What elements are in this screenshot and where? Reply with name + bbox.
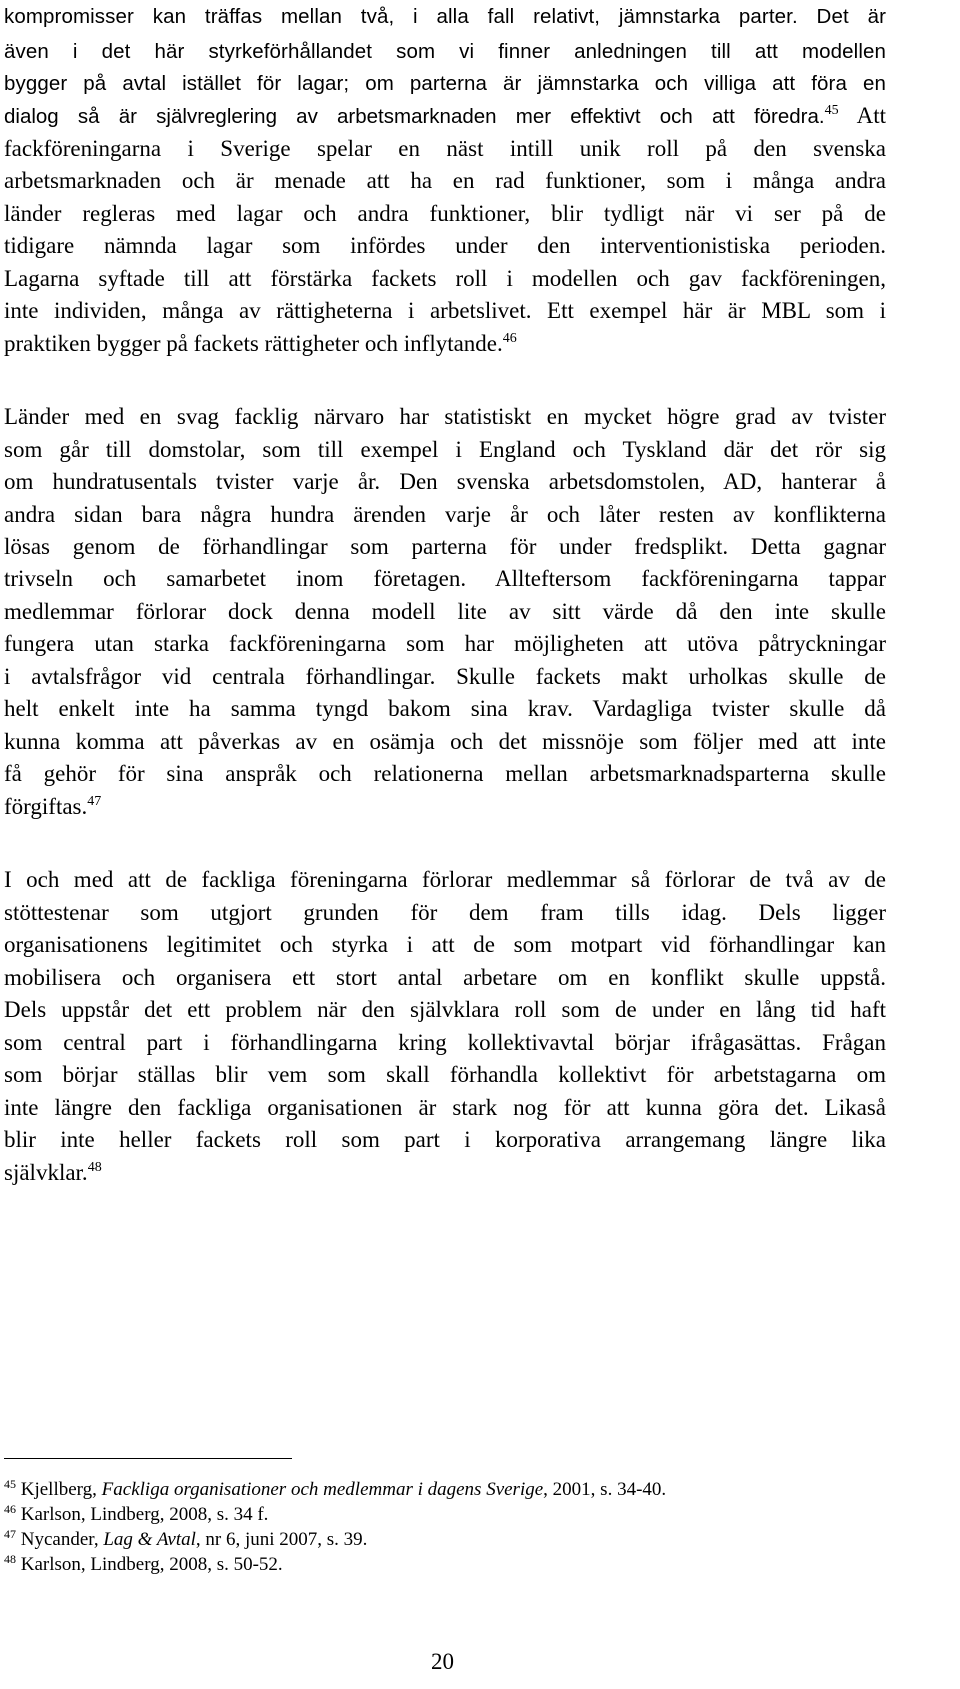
paragraph-3-line-6: som central part i förhandlingarna kring kollektivavtal börjar ifrågasättas. Frågan (4, 1030, 886, 1055)
paragraph-2-line-5: lösas genom de förhandlingar som parterna för under fredsplikt. Detta gagnar (4, 534, 886, 559)
paragraph-1-line-10: inte individen, många av rättigheterna i arbetslivet. Ett exempel här är MBL som i (4, 298, 886, 323)
paragraph-1-line-9: Lagarna syftade till att förstärka fackets roll i modellen och gav fackföreningen, (4, 266, 886, 291)
paragraph-1-line-1: kompromisser kan träffas mellan två, i alla fall relativt, jämnstarka parter. Det är (4, 5, 886, 28)
footnote-title: Lag & Avtal (103, 1529, 196, 1550)
footnote-number: 46 (4, 1502, 16, 1516)
footnote-number: 45 (4, 1477, 16, 1491)
paragraph-2-line-12: få gehör för sina anspråk och relationerna mellan arbetsmarknadsparterna skulle (4, 761, 886, 786)
paragraph-3-line-10-text: självklar. (4, 1160, 88, 1185)
paragraph-3-line-2: stöttestenar som utgjort grunden för dem fram tills idag. Dels ligger (4, 900, 886, 925)
paragraph-1-line-5: fackföreningarna i Sverige spelar en näst intill unik roll på den svenska (4, 136, 886, 161)
paragraph-1-line-4 (4, 101, 886, 130)
paragraph-2-line-6: trivseln och samarbetet inom företagen. Allteftersom fackföreningarna tappar (4, 566, 886, 591)
paragraph-2-line-10: helt enkelt inte ha samma tyngd bakom sina krav. Vardagliga tvister skulle då (4, 696, 886, 721)
footnote-number: 47 (4, 1527, 16, 1541)
paragraph-3-line-1: I och med att de fackliga föreningarna förlorar medlemmar så förlorar de två av de (4, 867, 886, 892)
paragraph-1-line-3: bygger på avtal istället för lagar; om parterna är jämnstarka och villiga att föra en (4, 72, 886, 95)
footnote-46 (4, 1503, 268, 1527)
footnote-48 (4, 1553, 283, 1577)
footnote-details: , nr 6, juni 2007, s. 39. (195, 1529, 368, 1550)
paragraph-3-line-9: blir inte heller fackets roll som part i korporativa arrangemang längre lika (4, 1127, 886, 1152)
paragraph-3-line-5: Dels uppstår det ett problem när den självklara roll som de under en lång tid haft (4, 997, 886, 1022)
footnote-author: Kjellberg, (16, 1479, 102, 1500)
paragraph-3-line-7: som börjar ställas blir vem som skall förhandla kollektivt för arbetstagarna om (4, 1062, 886, 1087)
paragraph-1-line-11-text: praktiken bygger på fackets rättigheter och inflytande. (4, 331, 503, 356)
paragraph-3-line-8: inte längre den fackliga organisationen är stark nog för att kunna göra det. Likaså (4, 1095, 886, 1120)
paragraph-1-line-7: länder regleras med lagar och andra funktioner, blir tydligt när vi ser på de (4, 201, 886, 226)
paragraph-1-line-11 (4, 329, 886, 358)
paragraph-3-line-10 (4, 1158, 886, 1187)
paragraph-2-line-2: som går till domstolar, som till exempel i England och Tyskland där det rör sig (4, 437, 886, 462)
paragraph-2-line-8: fungera utan starka fackföreningarna som har möjligheten att utöva påtryckningar (4, 631, 886, 656)
paragraph-3-line-4: mobilisera och organisera ett stort antal arbetare om en konflikt skulle uppstå. (4, 965, 886, 990)
paragraph-2-line-9: i avtalsfrågor vid centrala förhandlingar. Skulle fackets makt urholkas skulle de (4, 664, 886, 689)
footnote-separator (4, 1458, 292, 1459)
footnote-text: Karlson, Lindberg, 2008, s. 50-52. (16, 1554, 283, 1575)
paragraph-2-line-11: kunna komma att påverkas av en osämja och det missnöje som följer med att inte (4, 729, 886, 754)
paragraph-2-line-13-text: förgiftas. (4, 794, 88, 819)
footnote-author: Nycander, (16, 1529, 104, 1550)
paragraph-1-line-2: även i det här styrkeförhållandet som vi finner anledningen till att modellen (4, 40, 886, 63)
footnote-47 (4, 1528, 367, 1552)
paragraph-2-line-4: andra sidan bara några hundra ärenden varje år och låter resten av konflikterna (4, 502, 886, 527)
footnote-ref-45: 45 (824, 103, 839, 118)
paragraph-2-line-13 (4, 792, 886, 821)
paragraph-1-line-4-text: dialog så är självreglering av arbetsmarknaden mer effektivt och att föredra. (4, 105, 825, 128)
paragraph-1-line-6: arbetsmarknaden och är menade att ha en rad funktioner, som i många andra (4, 168, 886, 193)
footnote-ref-46: 46 (502, 331, 517, 346)
paragraph-2-line-1: Länder med en svag facklig närvaro har statistiskt en mycket högre grad av tvister (4, 404, 886, 429)
paragraph-3-line-3: organisationens legitimitet och styrka i att de som motpart vid förhandlingar kan (4, 932, 886, 957)
footnote-text: Karlson, Lindberg, 2008, s. 34 f. (16, 1504, 269, 1525)
footnote-details: , 2001, s. 34-40. (543, 1479, 667, 1500)
footnote-number: 48 (4, 1552, 16, 1566)
footnote-ref-47: 47 (87, 794, 102, 809)
paragraph-2-line-3: om hundratusentals tvister varje år. Den svenska arbetsdomstolen, AD, hanterar å (4, 469, 886, 494)
footnote-title: Fackliga organisationer och medlemmar i dagens Sverige (101, 1479, 544, 1500)
footnote-45 (4, 1478, 666, 1502)
paragraph-2-line-7: medlemmar förlorar dock denna modell lite av sitt värde då den inte skulle (4, 599, 886, 624)
paragraph-1-line-8: tidigare nämnda lagar som infördes under den interventionistiska perioden. (4, 233, 886, 258)
page-number: 20 (431, 1649, 454, 1674)
footnote-ref-48: 48 (87, 1160, 102, 1175)
paragraph-1-line-4-tail: Att (838, 103, 886, 128)
